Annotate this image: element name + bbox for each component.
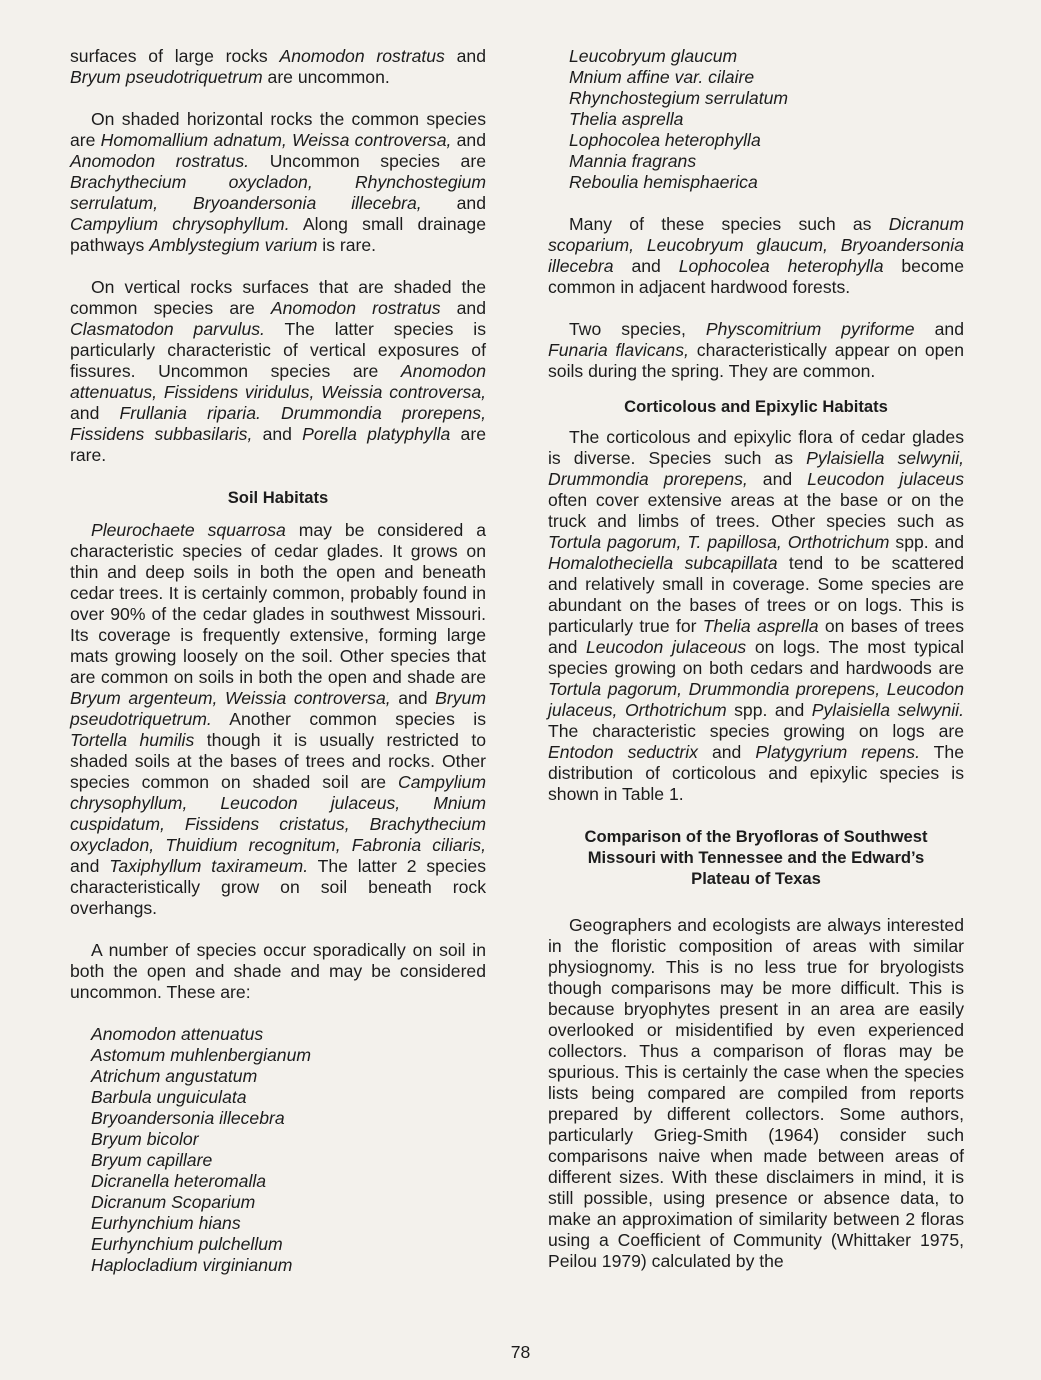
- species-list-item: Atrichum angustatum: [91, 1066, 258, 1086]
- species-list-continued: [548, 46, 964, 193]
- species-list-item: Mnium affine var. cilaire: [569, 67, 755, 87]
- species-name: Taxiphyllum taxirameum.: [109, 856, 309, 876]
- text-run: though it is usually restricted to shaded soils at the bases of trees and rocks. Other species common on shaded soil are: [70, 730, 487, 792]
- text-run: The characteristic species growing on logs are: [548, 721, 964, 741]
- species-name: Tortula pagorum, Drummondia prorepens, Leucodon julaceus, Orthotrichum: [548, 679, 964, 720]
- species-list-sporadic: [70, 1024, 486, 1276]
- species-name: Bryum pseudotriquetrum.: [70, 688, 486, 729]
- text-run: and: [440, 298, 486, 318]
- species-name: Campylium chrysophyllum.: [70, 214, 290, 234]
- species-name: Entodon seductrix: [548, 742, 698, 762]
- species-name: Tortula pagorum, T. papillosa, Orthotrichum: [548, 532, 890, 552]
- species-name: Dicranum scoparium, Leucobryum glaucum, Bryoandersonia illecebra: [548, 214, 964, 276]
- species-name: Pleurochaete squarrosa: [91, 520, 286, 540]
- species-list-item: Astomum muhlenbergianum: [91, 1045, 312, 1065]
- species-name: Anomodon attenuatus, Fissidens viridulus, Weissia controversa,: [70, 361, 486, 402]
- species-list-item: Bryum capillare: [91, 1150, 213, 1170]
- species-name: Leucodon julaceus: [807, 469, 964, 489]
- species-list-item: Bryoandersonia illecebra: [91, 1108, 285, 1128]
- text-run: are uncommon.: [262, 67, 390, 87]
- text-run: and: [747, 469, 808, 489]
- paragraph-hardwood-forests: [548, 214, 964, 298]
- species-name: Pylaisiella selwynii.: [811, 700, 964, 720]
- paragraph-soil: [70, 520, 486, 919]
- species-name: Lophocolea heterophylla: [678, 256, 884, 276]
- species-name: Porella platyphylla: [302, 424, 451, 444]
- species-name: Leucodon julaceous: [585, 637, 747, 657]
- text-run: The distribution of corticolous and epixylic species is shown in Table 1.: [548, 742, 964, 804]
- species-name: Anomodon rostratus: [279, 46, 445, 66]
- text-run: and: [613, 256, 679, 276]
- text-run: on logs. The most typical species growing on both cedars and hardwoods are: [548, 637, 965, 678]
- species-name: Pylaisiella selwynii, Drummondia prorepens,: [548, 448, 964, 489]
- species-name: Clasmatodon parvulus.: [70, 319, 265, 339]
- text-run: A number of species occur sporadically on soil in both the open and shade and may be considered uncommon. These are:: [70, 940, 486, 1002]
- text-run: and: [444, 46, 486, 66]
- species-list-item: Bryum bicolor: [91, 1129, 199, 1149]
- right-column: [548, 46, 964, 1272]
- text-run: and: [390, 688, 436, 708]
- species-list-item: Rhynchostegium serrulatum: [569, 88, 789, 108]
- text-run: spp. and: [726, 700, 812, 720]
- species-list-item: Dicranella heteromalla: [91, 1171, 267, 1191]
- text-run: become common in adjacent hardwood forests.: [548, 256, 964, 297]
- paragraph-rock-surfaces: [70, 46, 486, 88]
- species-list-item: Reboulia hemisphaerica: [569, 172, 758, 192]
- species-name: Tortella humilis: [70, 730, 195, 750]
- text-run: on bases of trees and: [548, 616, 965, 657]
- text-run: The latter species is particularly characteristic of vertical exposures of fissures. Uncommon species are: [70, 319, 486, 381]
- species-name: Anomodon rostratus: [270, 298, 441, 318]
- text-run: The corticolous and epixylic flora of cedar glades is diverse. Species such as: [548, 427, 964, 468]
- text-run: and: [421, 193, 486, 213]
- paragraph-spring-species: [548, 319, 964, 382]
- text-run: and: [451, 130, 486, 150]
- species-list-item: Eurhynchium hians: [91, 1213, 241, 1233]
- text-run: On shaded horizontal rocks the common species are: [70, 109, 486, 150]
- heading-comparison-bryofloras: Comparison of the Bryofloras of Southwest Missouri with Tennessee and the Edward’s Plateau of Texas: [584, 827, 928, 888]
- heading-soil-habitats: Soil Habitats: [227, 488, 329, 507]
- left-column: [70, 46, 486, 1276]
- species-list-item: Mannia fragrans: [569, 151, 697, 171]
- page-number: 78: [510, 1342, 531, 1362]
- text-run: Another common species is: [211, 709, 486, 729]
- paragraph-comparison: [548, 915, 964, 1272]
- species-list-item: Leucobryum glaucum: [569, 46, 738, 66]
- text-run: characteristically appear on open soils during the spring. They are common.: [548, 340, 964, 381]
- species-name: Funaria flavicans,: [548, 340, 689, 360]
- paragraph-corticolous: [548, 427, 964, 805]
- text-run: and: [70, 856, 110, 876]
- text-run: tend to be scattered and relatively small in coverage. Some species are abundant on the bases of trees or on logs. This is particularly true for: [548, 553, 965, 636]
- species-list-item: Thelia asprella: [569, 109, 684, 129]
- text-run: Geographers and ecologists are always interested in the floristic composition of areas with similar physiognomy. This is no less true for bryologists though comparisons may be more difficult. This is because bryophytes present in an area are easily overlooked or misidentified by even experienced collectors. Thus a comparison of floras may be spurious. This is certainly the case when the species lists being compared are compiled from reports prepared by different collectors. Some authors, particularly Grieg-Smith (1964) consider such comparisons naive when made between areas of different sizes. With these disclaimers in mind, it is still possible, using presence or absence data, to make an approximation of similarity between 2 floras using a Coefficient of Community (Whittaker 1975, Peilou 1979) calculated by the: [548, 915, 964, 1271]
- species-name: Anomodon rostratus.: [70, 151, 250, 171]
- text-run: and: [914, 319, 964, 339]
- heading-corticolous-epixylic: Corticolous and Epixylic Habitats: [624, 397, 888, 416]
- species-name: Bryum argenteum, Weissia controversa,: [70, 688, 391, 708]
- species-name: Homomallium adnatum, Weissa controversa,: [100, 130, 452, 150]
- species-list-item: Eurhynchium pulchellum: [91, 1234, 283, 1254]
- text-run: may be considered a characteristic species of cedar glades. It grows on thin and deep soils in both the open and beneath cedar trees. It is certainly common, probably found in over 90% of the cedar glades in southwest Missouri. Its coverage is frequently extensive, forming large mats growing loosely on the soil. Other species that are common on soils in both the open and shade are: [70, 520, 487, 687]
- text-run: often cover extensive areas at the base or on the truck and limbs of trees. Other species such as: [548, 490, 964, 531]
- species-list-item: Haplocladium virginianum: [91, 1255, 293, 1275]
- text-run: and: [697, 742, 756, 762]
- paragraph-shaded-horizontal-rocks: [70, 109, 486, 256]
- species-list-item: Dicranum Scoparium: [91, 1192, 256, 1212]
- text-run: Uncommon species are: [249, 151, 486, 171]
- paragraph-sporadic-species: [70, 940, 486, 1003]
- text-run: On vertical rocks surfaces that are shaded the common species are: [70, 277, 486, 318]
- species-name: Frullania riparia. Drummondia prorepens, Fissidens subbasilaris,: [70, 403, 486, 444]
- text-run: and: [252, 424, 303, 444]
- species-name: Bryum pseudotriquetrum: [70, 67, 263, 87]
- text-run: surfaces of large rocks: [70, 46, 280, 66]
- species-name: Platygyrium repens.: [755, 742, 920, 762]
- paragraph-vertical-rocks: [70, 277, 486, 466]
- species-list-item: Barbula unguiculata: [91, 1087, 247, 1107]
- species-name: Physcomitrium pyriforme: [705, 319, 915, 339]
- species-name: Amblystegium varium: [149, 235, 318, 255]
- text-run: is rare.: [317, 235, 377, 255]
- text-run: spp. and: [889, 532, 964, 552]
- text-run: Many of these species such as: [569, 214, 889, 234]
- species-name: Brachythecium oxycladon, Rhynchostegium serrulatum, Bryoandersonia illecebra,: [70, 172, 486, 213]
- text-run: The latter 2 species characteristically grow on soil beneath rock overhangs.: [70, 856, 486, 918]
- species-name: Homalotheciella subcapillata: [548, 553, 778, 573]
- text-run: Two species,: [569, 319, 706, 339]
- species-name: Campylium chrysophyllum, Leucodon julaceus, Mnium cuspidatum, Fissidens cristatus, Brachythecium oxycladon, Thuidium recognitum, Fabronia ciliaris,: [70, 772, 486, 855]
- species-list-item: Lophocolea heterophylla: [569, 130, 761, 150]
- species-name: Thelia asprella: [702, 616, 819, 636]
- text-run: and: [70, 403, 120, 423]
- species-list-item: Anomodon attenuatus: [91, 1024, 264, 1044]
- text-run: are rare.: [70, 424, 486, 465]
- text-run: Along small drainage pathways: [70, 214, 486, 255]
